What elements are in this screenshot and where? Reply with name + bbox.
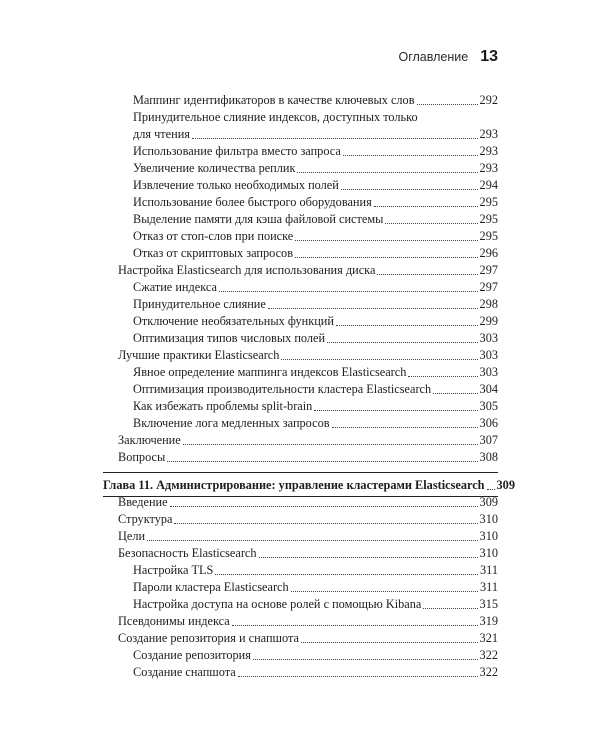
toc-entry-page: 319 [479, 614, 498, 628]
toc-entry-page: 310 [479, 529, 498, 543]
toc-entry-label: Оптимизация типов числовых полей [133, 331, 326, 345]
toc-entry-label: Создание репозитория и снапшота [118, 631, 299, 645]
toc-entry-label: Создание снапшота [133, 665, 236, 679]
toc-entry-page: 298 [479, 297, 498, 311]
toc-entry-label: Выделение памяти для кэша файловой системы [133, 212, 384, 226]
toc-entry [118, 528, 498, 545]
toc-entry-page: 311 [480, 580, 498, 594]
toc-entry-page: 322 [479, 648, 498, 662]
toc-entry-label: Вопросы [118, 450, 166, 464]
running-header-title: Оглавление [398, 50, 469, 64]
toc-entry-page: 293 [479, 161, 498, 175]
toc-entry-page: 297 [479, 280, 498, 294]
toc-entry [118, 432, 498, 449]
toc-chapter-entry [103, 477, 515, 494]
toc-entry [133, 647, 498, 664]
toc-entry-page: 309 [479, 495, 498, 509]
toc-entry [133, 177, 498, 194]
toc-entry-label: Структура [118, 512, 173, 526]
toc-entry-page: 322 [479, 665, 498, 679]
toc-entry-page: 311 [480, 563, 498, 577]
toc-entry-label: Отключение необязательных функций [133, 314, 334, 328]
toc-entry-page: 303 [479, 365, 498, 379]
toc-entry [133, 296, 498, 313]
toc-entry-page: 299 [479, 314, 498, 328]
toc-entry-label: Сжатие индекса [133, 280, 217, 294]
toc-entry-page: 309 [496, 478, 515, 492]
toc-entry-page: 310 [479, 546, 498, 560]
toc-entry-page: 293 [479, 144, 498, 158]
toc-entry [133, 398, 498, 415]
toc-entry [133, 143, 498, 160]
toc-entry [133, 562, 498, 579]
toc-entry-label: Использование фильтра вместо запроса [133, 144, 341, 158]
toc-chapter-label: Глава 11. Администрирование: управление кластерами Elasticsearch [103, 478, 485, 492]
toc-entry-page: 308 [479, 450, 498, 464]
toc-entry-label: Как избежать проблемы split-brain [133, 399, 313, 413]
toc-entry-label: Цели [118, 529, 146, 543]
toc-entry [118, 449, 498, 466]
toc-entry-page: 315 [479, 597, 498, 611]
toc-entry-label: Создание репозитория [133, 648, 251, 662]
toc-entry-page: 307 [479, 433, 498, 447]
toc-entry-label: Настройка TLS [133, 563, 214, 577]
toc-entry-label: Принудительное слияние индексов, доступных только [133, 110, 418, 124]
toc-entry-page: 310 [479, 512, 498, 526]
toc-entry-page: 303 [479, 331, 498, 345]
toc-entry [133, 579, 498, 596]
toc-entry [133, 245, 498, 262]
toc-entry-label: Отказ от стоп-слов при поиске [133, 229, 294, 243]
toc-entry-page: 295 [479, 229, 498, 243]
toc-entry-page: 294 [479, 178, 498, 192]
toc-entry-label: Маппинг идентификаторов в качестве ключевых слов [133, 93, 415, 107]
toc-entry-label: Пароли кластера Elasticsearch [133, 580, 289, 594]
running-header [399, 48, 499, 66]
toc-entry-page: 303 [479, 348, 498, 362]
toc-entry-label: Извлечение только необходимых полей [133, 178, 339, 192]
toc-entry [133, 330, 498, 347]
toc-entry [118, 545, 498, 562]
toc-entry [133, 596, 498, 613]
toc-entry-page: 293 [479, 127, 498, 141]
toc-entry [133, 160, 498, 177]
toc-entry-page: 292 [479, 93, 498, 107]
toc-entry [133, 109, 498, 143]
toc-entry [133, 211, 498, 228]
toc-entry-label: Явное определение маппинга индексов Elasticsearch [133, 365, 407, 379]
toc-entry-label: Использование более быстрого оборудования [133, 195, 372, 209]
toc-entry-label: Безопасность Elasticsearch [118, 546, 257, 560]
toc-entry-label: Псевдонимы индекса [118, 614, 230, 628]
toc-entry-label: Лучшие практики Elasticsearch [118, 348, 280, 362]
toc-entry-label: Увеличение количества реплик [133, 161, 296, 175]
toc-entry-page: 306 [479, 416, 498, 430]
toc-entry-label: Отказ от скриптовых запросов [133, 246, 294, 260]
toc-entry [118, 630, 498, 647]
toc-entry-page: 304 [479, 382, 498, 396]
toc-entry [118, 613, 498, 630]
toc-entry-label-continued: для чтения [133, 127, 190, 141]
toc-entry [118, 494, 498, 511]
chapter-divider [103, 472, 498, 473]
toc-entry [133, 364, 498, 381]
toc-entry-label: Настройка доступа на основе ролей с помощью Kibana [133, 597, 422, 611]
toc-entry-page: 296 [479, 246, 498, 260]
toc-entry [133, 664, 498, 681]
toc-entry [133, 415, 498, 432]
toc-entry-page: 321 [479, 631, 498, 645]
toc-entry [133, 194, 498, 211]
toc-entry [133, 381, 498, 398]
toc-entry [133, 313, 498, 330]
toc-entry [118, 511, 498, 528]
toc-entry [118, 262, 498, 279]
toc-entry-page: 297 [479, 263, 498, 277]
toc-entry-label: Введение [118, 495, 168, 509]
toc-entry-page: 295 [479, 212, 498, 226]
toc-entry-page: 305 [479, 399, 498, 413]
toc-entry [133, 228, 498, 245]
toc-entry [133, 279, 498, 296]
toc-entry [133, 92, 498, 109]
toc-entry [118, 347, 498, 364]
toc-entry-page: 295 [479, 195, 498, 209]
toc-entry-label: Принудительное слияние [133, 297, 266, 311]
page-number: 13 [480, 48, 498, 65]
toc-entry-label: Заключение [118, 433, 181, 447]
toc-entry-label: Оптимизация производительности кластера Elasticsearch [133, 382, 432, 396]
toc-entry-label: Включение лога медленных запросов [133, 416, 330, 430]
toc-entry-label: Настройка Elasticsearch для использования диска [118, 263, 376, 277]
